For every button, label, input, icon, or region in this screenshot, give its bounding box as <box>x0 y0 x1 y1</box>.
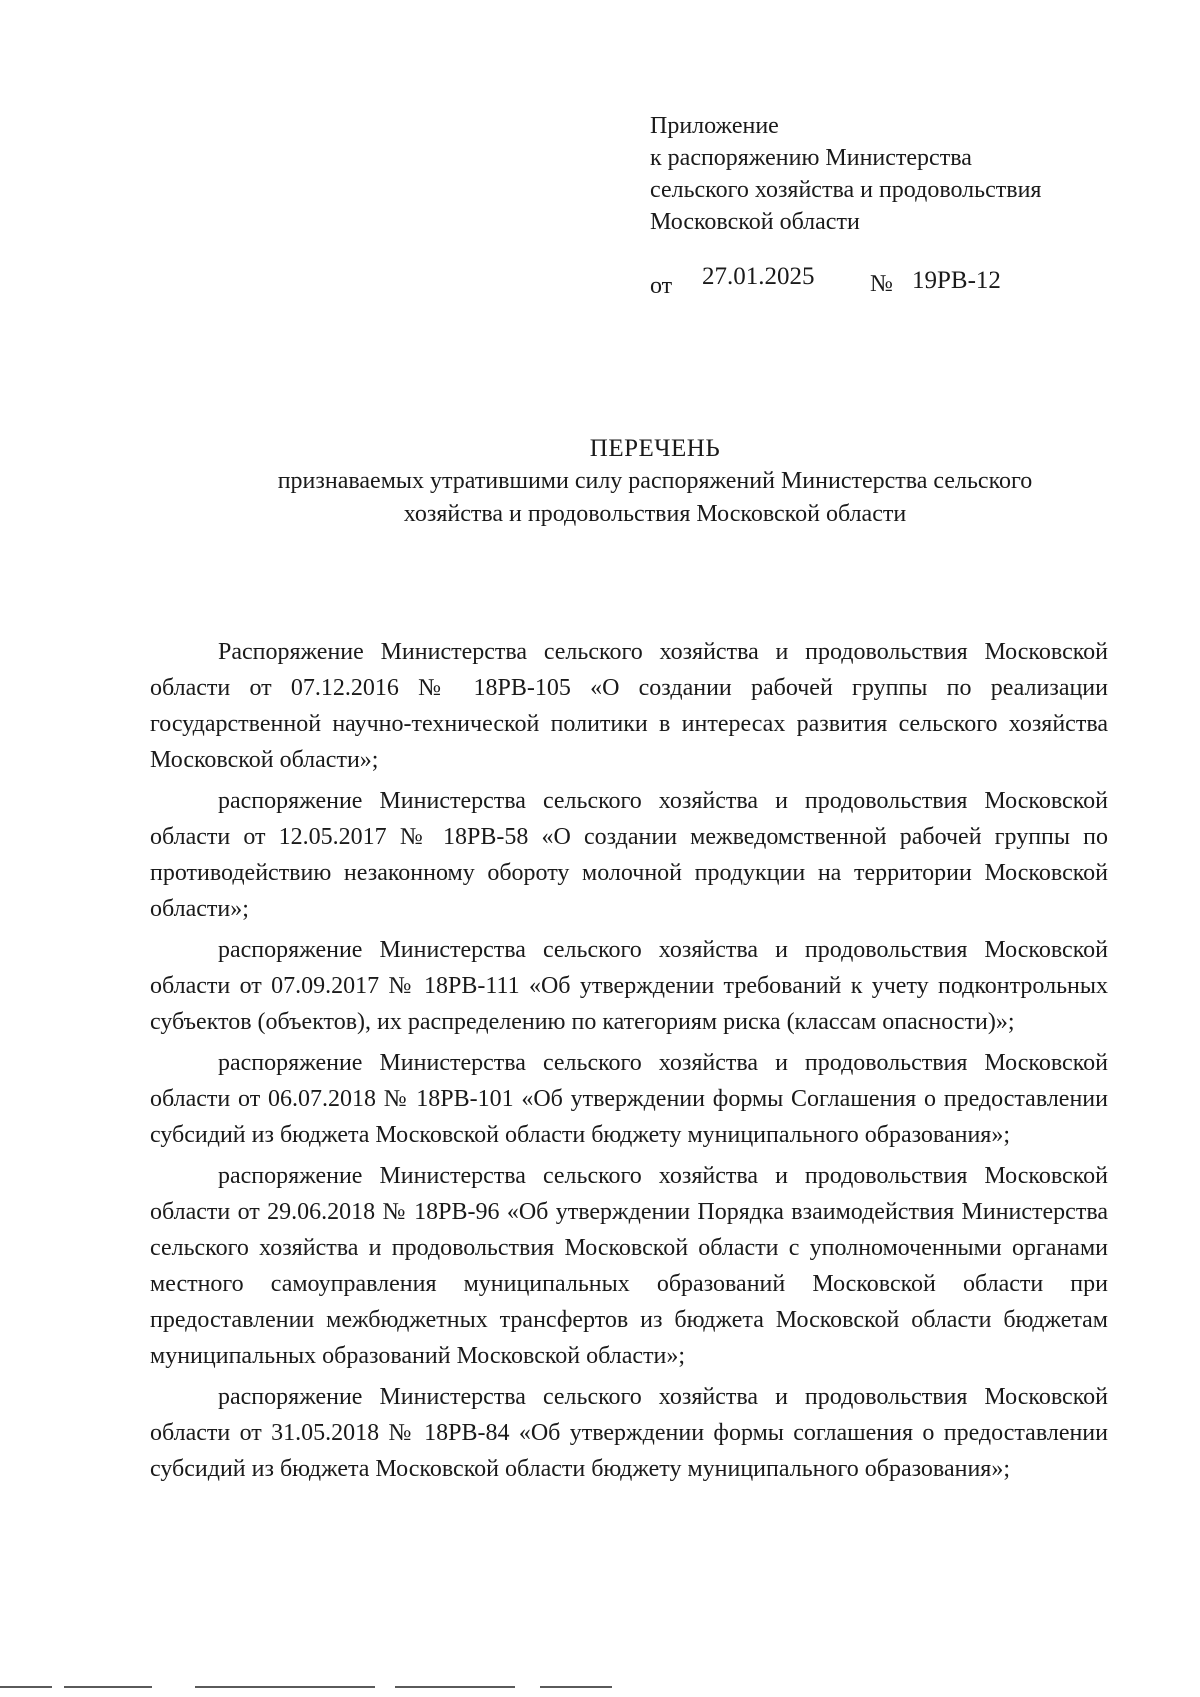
list-item: распоряжение Министерства сельского хозяйства и продовольствия Московской области от 12.05.2017 № 18РВ-58 «О создании межведомственной рабочей группы по противодействию незаконному обороту молочной продукции на территории Московской области»; <box>150 788 1108 922</box>
title-main: ПЕРЕЧЕНЬ <box>589 435 721 462</box>
appendix-reference <box>650 263 1120 303</box>
list-item: Распоряжение Министерства сельского хозяйства и продовольствия Московской области от 07.12.2016 № 18РВ-105 «О создании рабочей группы по реализации государственной научно-технической политики в интересах развития сельского хозяйства Московской области»; <box>150 639 1108 773</box>
appendix-header <box>650 110 1120 238</box>
list-item: распоряжение Министерства сельского хозяйства и продовольствия Московской области от 31.05.2018 № 18РВ-84 «Об утверждении формы соглашения о предоставлении субсидий из бюджета Московской области бюджету муниципального образования»; <box>150 1384 1108 1482</box>
ref-number-sign: № <box>870 271 893 297</box>
appendix-line-1: Приложение <box>650 113 779 139</box>
ref-ot-label: от <box>650 273 673 299</box>
title-subtitle-line-2: хозяйства и продовольствия Московской области <box>403 501 907 527</box>
appendix-line-3: сельского хозяйства и продовольствия <box>650 177 1042 203</box>
ref-date: 27.01.2025 <box>702 263 815 290</box>
scan-artifact <box>0 1686 52 1688</box>
list-item: распоряжение Министерства сельского хозяйства и продовольствия Московской области от 07.09.2017 № 18РВ-111 «Об утверждении требований к учету подконтрольных субъектов (объектов), их распределению по категориям риска (классам опасности)»; <box>150 937 1108 1035</box>
ref-number: 19РВ-12 <box>912 267 1001 294</box>
scan-artifact <box>195 1686 375 1688</box>
list-item: распоряжение Министерства сельского хозяйства и продовольствия Московской области от 06.07.2018 № 18РВ-101 «Об утверждении формы Соглашения о предоставлении субсидий из бюджета Московской области бюджету муниципального образования»; <box>150 1050 1108 1148</box>
appendix-line-2: к распоряжению Министерства <box>650 145 972 171</box>
appendix-line-4: Московской области <box>650 209 860 235</box>
scan-artifact <box>64 1686 152 1688</box>
document-title <box>150 432 1120 531</box>
scan-artifact <box>540 1686 612 1688</box>
list-item: распоряжение Министерства сельского хозяйства и продовольствия Московской области от 29.06.2018 № 18РВ-96 «Об утверждении Порядка взаимодействия Министерства сельского хозяйства и продовольствия Московской области с уполномоченными органами местного самоуправления муниципальных образований Московской области при предоставлении межбюджетных трансфертов из бюджета Московской области бюджетам муниципальных образований Московской области»; <box>150 1163 1108 1369</box>
scan-artifact <box>395 1686 515 1688</box>
entries-list <box>150 634 1108 1492</box>
title-subtitle-line-1: признаваемых утратившими силу распоряжений Министерства сельского <box>277 468 1033 494</box>
